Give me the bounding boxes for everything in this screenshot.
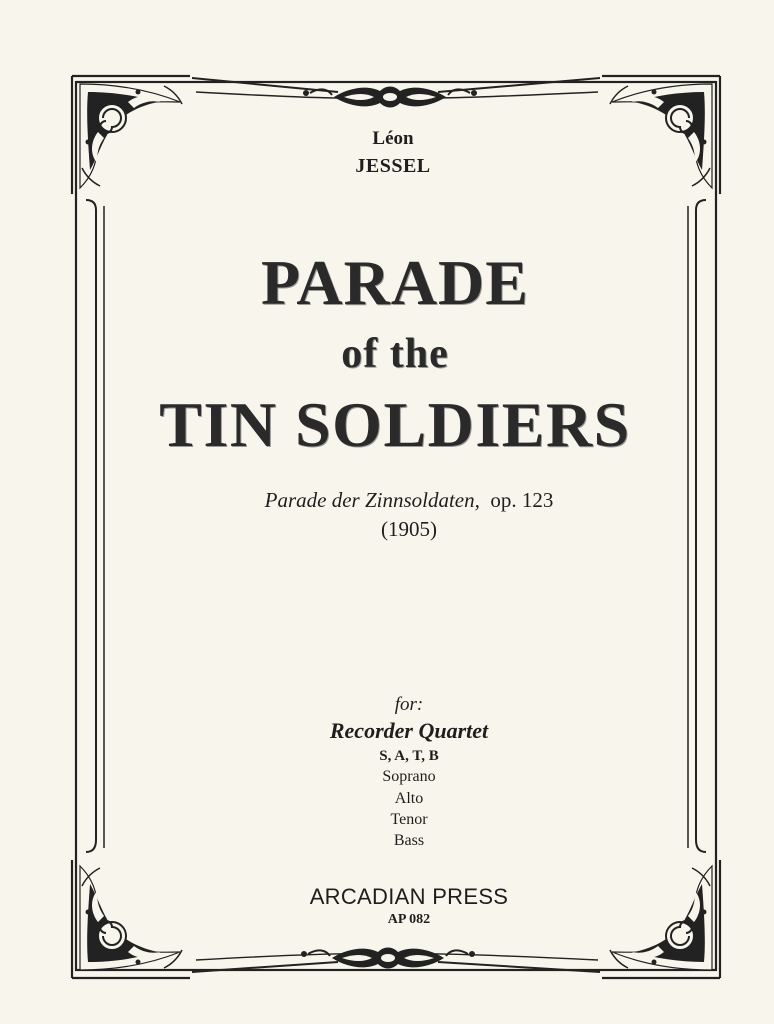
part-bass: Bass (393, 832, 425, 849)
part-alto: Alto (394, 790, 424, 807)
top-center-ornament-icon (303, 87, 477, 108)
voices-abbreviation: S, A, T, B (379, 748, 439, 764)
ensemble-name: Recorder Quartet (329, 718, 489, 743)
part-soprano: Soprano (382, 768, 436, 785)
bottom-center-ornament-icon (301, 948, 475, 969)
composer-first-name: Léon (372, 128, 414, 149)
composer-last-name: JESSEL (355, 155, 431, 177)
title-line-1: PARADE (261, 247, 529, 318)
german-subtitle (22, 488, 774, 513)
title-line-2: of the (341, 331, 449, 377)
part-tenor: Tenor (390, 811, 428, 828)
for-label: for: (394, 694, 424, 715)
title-line-3: TIN SOLDIERS (159, 389, 631, 460)
german-title: Parade der Zinnsoldaten, (264, 488, 480, 512)
opus-number: op. 123 (490, 488, 554, 512)
publisher-name: ARCADIAN PRESS (309, 884, 509, 909)
composition-year: (1905) (381, 517, 437, 541)
catalog-number: AP 082 (387, 912, 431, 927)
